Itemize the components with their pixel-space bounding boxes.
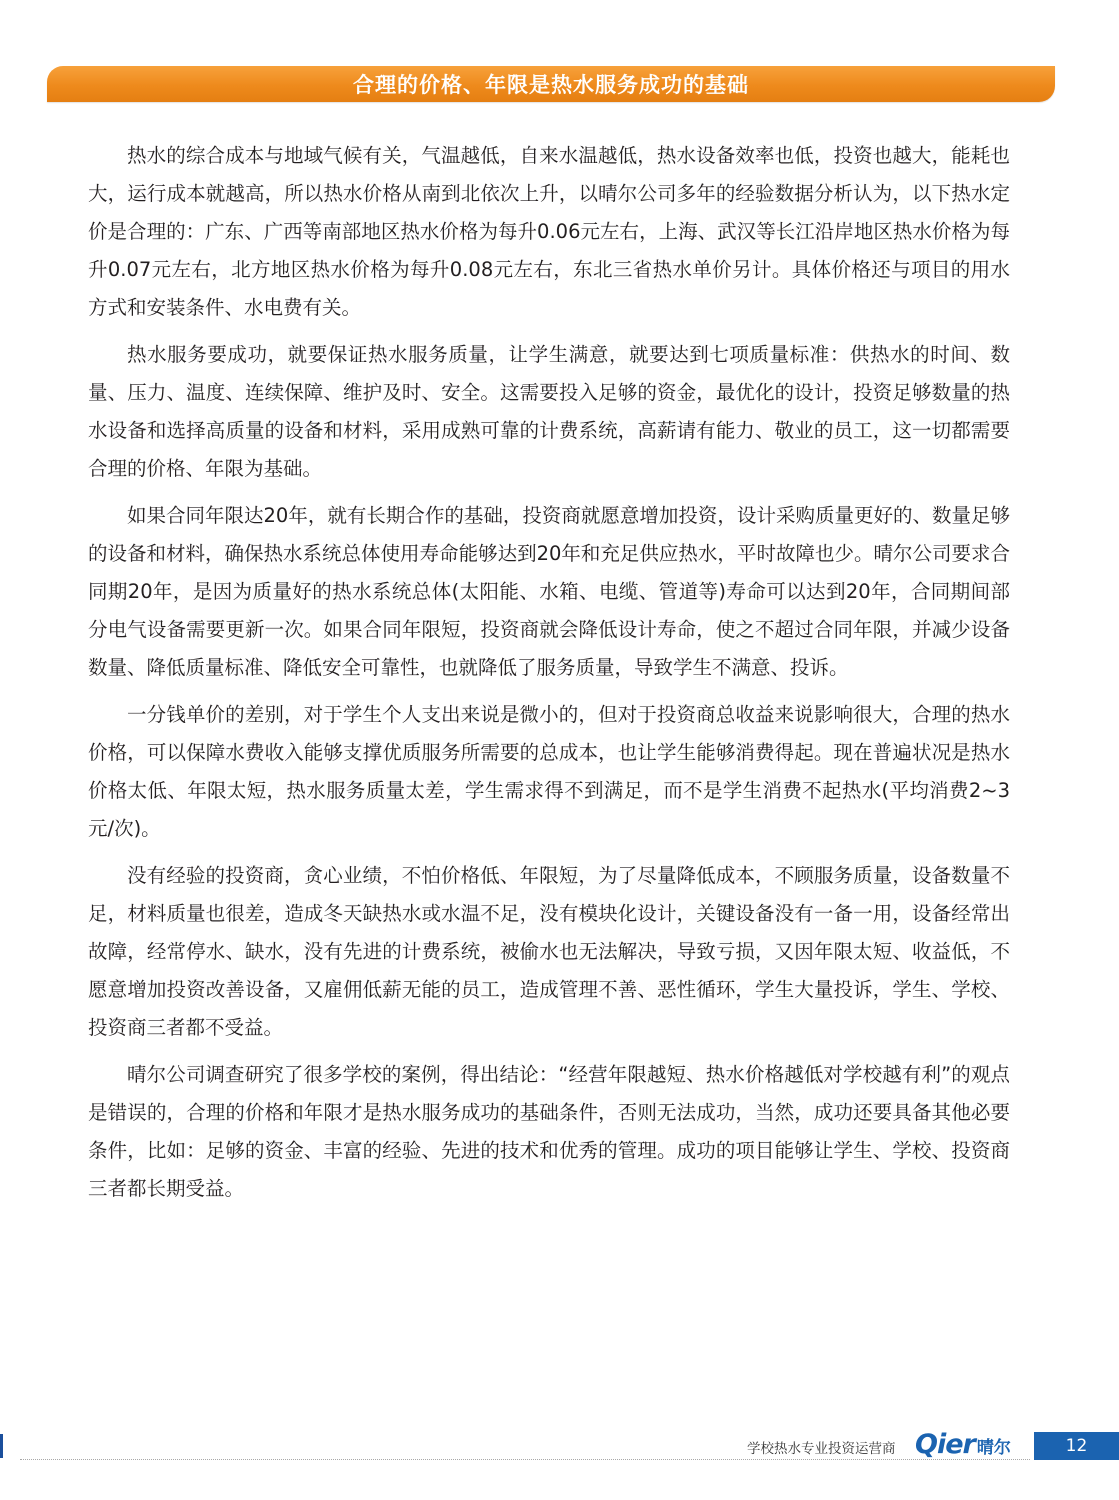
section-title: 合理的价格、年限是热水服务成功的基础	[353, 73, 749, 97]
paragraph-3: 如果合同年限达20年，就有长期合作的基础，投资商就愿意增加投资，设计采购质量更好的、数量足够的设备和材料，确保热水系统总体使用寿命能够达到20年和充足供应热水，平时故障也少。晴尔公司要求合同期20年，是因为质量好的热水系统总体(太阳能、水箱、电缆、管道等)寿命可以达到20年，合同期间部分电气设备需要更新一次。如果合同年限短，投资商就会降低设计寿命，使之不超过合同年限，并减少设备数量、降低质量标准、降低安全可靠性，也就降低了服务质量，导致学生不满意、投诉。	[88, 504, 1010, 679]
paragraph-6: 晴尔公司调查研究了很多学校的案例，得出结论：“经营年限越短、热水价格越低对学校越有利”的观点是错误的，合理的价格和年限才是热水服务成功的基础条件，否则无法成功，当然，成功还要具备其他必要条件，比如：足够的资金、丰富的经验、先进的技术和优秀的管理。成功的项目能够让学生、学校、投资商三者都长期受益。	[88, 1063, 1010, 1200]
logo-mark: Qier	[915, 1429, 975, 1460]
page-number: 12	[1065, 1436, 1088, 1456]
section-title-bar	[47, 66, 1055, 102]
paragraph-1: 热水的综合成本与地域气候有关，气温越低，自来水温越低，热水设备效率也低，投资也越大，能耗也大，运行成本就越高，所以热水价格从南到北依次上升，以晴尔公司多年的经验数据分析认为，以下热水定价是合理的：广东、广西等南部地区热水价格为每升0.06元左右，上海、武汉等长江沿岸地区热水价格为每升0.07元左右，北方地区热水价格为每升0.08元左右，东北三省热水单价另计。具体价格还与项目的用水方式和安装条件、水电费有关。	[88, 144, 1010, 319]
footer-divider	[20, 1459, 1030, 1460]
footer-tagline: 学校热水专业投资运营商	[747, 1441, 896, 1457]
footer-accent-bar	[0, 1434, 3, 1458]
company-logo	[915, 1429, 1011, 1459]
article-body	[88, 137, 1010, 1217]
page-number-badge	[1034, 1432, 1119, 1460]
paragraph-2: 热水服务要成功，就要保证热水服务质量，让学生满意，就要达到七项质量标准：供热水的时间、数量、压力、温度、连续保障、维护及时、安全。这需要投入足够的资金，最优化的设计，投资足够数量的热水设备和选择高质量的设备和材料，采用成熟可靠的计费系统，高薪请有能力、敬业的员工，这一切都需要合理的价格、年限为基础。	[88, 343, 1010, 480]
paragraph-5: 没有经验的投资商，贪心业绩，不怕价格低、年限短，为了尽量降低成本，不顾服务质量，设备数量不足，材料质量也很差，造成冬天缺热水或水温不足，没有模块化设计，关键设备没有一备一用，设备经常出故障，经常停水、缺水，没有先进的计费系统，被偷水也无法解决，导致亏损，又因年限太短、收益低，不愿意增加投资改善设备，又雇佣低薪无能的员工，造成管理不善、恶性循环，学生大量投诉，学生、学校、投资商三者都不受益。	[88, 864, 1010, 1039]
logo-chinese-name: 晴尔	[976, 1438, 1011, 1458]
paragraph-4: 一分钱单价的差别，对于学生个人支出来说是微小的，但对于投资商总收益来说影响很大，合理的热水价格，可以保障水费收入能够支撑优质服务所需要的总成本，也让学生能够消费得起。现在普遍状况是热水价格太低、年限太短，热水服务质量太差，学生需求得不到满足，而不是学生消费不起热水(平均消费2~3元/次)。	[88, 703, 1010, 840]
